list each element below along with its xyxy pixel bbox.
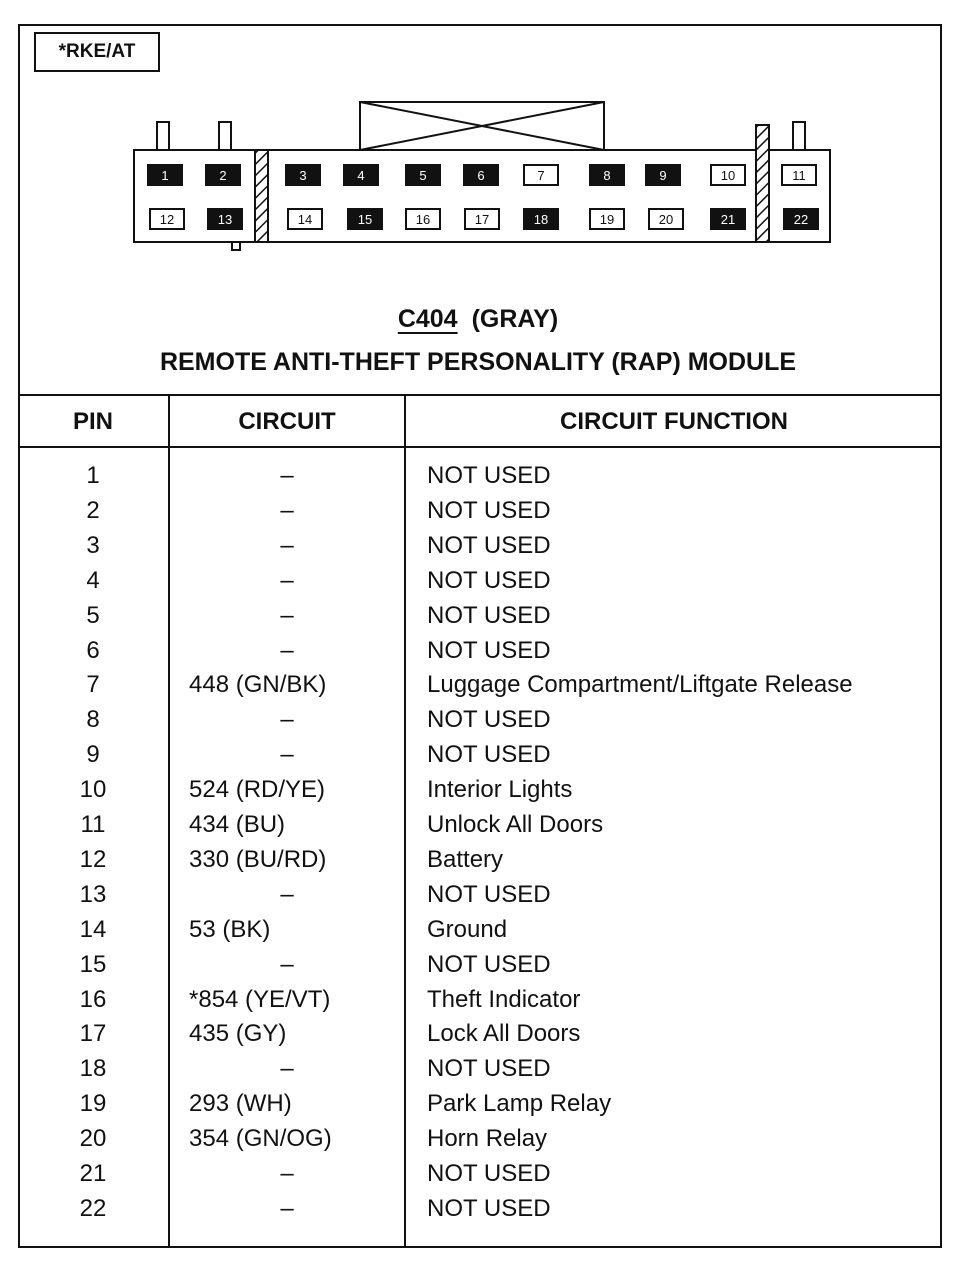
circuit-code: – [280,880,294,908]
table-row [18,1156,942,1191]
pin-number: 1 [86,462,100,489]
pin-number: 9 [86,741,100,769]
pin-label: 10 [720,168,736,183]
table-row [18,598,942,633]
circuit-code: 293 (WH) [189,1090,292,1118]
table-row [18,947,942,982]
pin-label: 12 [159,212,175,227]
circuit-code: – [280,636,294,664]
pin-cavity [646,165,680,185]
circuit-code: – [280,1160,294,1187]
pin-number: 19 [79,1090,107,1118]
pin-cavity [344,165,378,185]
table-row [18,667,942,702]
pin-cavity [524,165,558,185]
pin-label: 22 [793,212,809,227]
table-row [18,458,942,493]
header-function: CIRCUIT FUNCTION [560,408,788,435]
pin-number: 18 [79,1055,107,1083]
pin-number: 12 [79,845,107,873]
pin-label: 4 [357,168,365,183]
circuit-function: NOT USED [427,566,551,594]
pin-label: 19 [599,212,615,227]
circuit-function: Horn Relay [427,1125,548,1153]
circuit-function: NOT USED [427,531,551,559]
pin-label: 17 [474,212,490,227]
pin-number: 3 [86,531,100,559]
table-row [18,702,942,737]
circuit-code: – [280,496,294,524]
circuit-function: NOT USED [427,462,551,489]
pin-cavity [288,209,322,229]
pin-number: 16 [79,985,107,1013]
circuit-function: Interior Lights [427,776,573,804]
table-row [18,1016,942,1051]
circuit-code: 448 (GN/BK) [189,671,327,699]
pin-number: 13 [79,880,107,908]
connector-color: (GRAY) [471,305,559,333]
pin-number: 11 [80,811,106,838]
pin-label: 2 [219,168,227,183]
pin-cavity [348,209,382,229]
pin-cavity [406,209,440,229]
pin-cavity [206,165,240,185]
circuit-function: NOT USED [427,1194,551,1222]
table-row [18,912,942,947]
pin-number: 6 [86,636,100,664]
table-row [18,1121,942,1156]
circuit-function: Unlock All Doors [427,811,604,838]
option-tag: *RKE/AT [34,32,160,72]
pin-number: 21 [79,1160,107,1187]
pin-label: 21 [720,212,736,227]
pin-number: 5 [86,601,100,629]
pin-number: 4 [86,566,100,594]
pin-cavity [782,165,816,185]
circuit-code: – [280,1055,294,1083]
pin-number: 10 [79,776,107,804]
circuit-function: NOT USED [427,496,551,524]
pin-label: 11 [792,168,806,183]
pin-number: 20 [79,1125,107,1153]
pin-label: 3 [299,168,307,183]
circuit-function: Ground [427,915,508,943]
pin-number: 2 [86,496,100,524]
pin-cavity [524,209,558,229]
circuit-function: NOT USED [427,950,551,978]
circuit-code: – [280,531,294,559]
header-circuit: CIRCUIT [238,408,336,435]
table-row [18,877,942,912]
circuit-function: Park Lamp Relay [427,1090,612,1118]
circuit-code: 524 (RD/YE) [189,776,326,804]
hatched-divider-right [756,125,769,242]
circuit-function: Theft Indicator [427,985,581,1013]
pin-label: 8 [603,168,611,183]
header-rule [18,446,942,448]
pin-cavity [649,209,683,229]
pin-cavity [148,165,182,185]
circuit-function: Battery [427,845,504,873]
pin-number: 8 [86,706,100,734]
pin-number: 22 [79,1194,107,1222]
pin-label: 9 [659,168,667,183]
circuit-code: – [280,462,294,489]
table-row [18,737,942,772]
pin-cavity [711,209,745,229]
circuit-code: – [280,741,294,769]
pin-label: 5 [419,168,427,183]
connector-drawing [0,0,956,260]
table-row [18,528,942,563]
pin-label: 18 [533,212,549,227]
pin-cavity [286,165,320,185]
pin-label: 1 [161,168,169,183]
table-row [18,1191,942,1226]
table-row [18,1051,942,1086]
header-pin: PIN [72,408,113,435]
table-row [18,772,942,807]
pin-label: 20 [658,212,674,227]
pin-number: 14 [79,915,107,943]
module-name: REMOTE ANTI-THEFT PERSONALITY (RAP) MODULE [159,348,797,376]
table-row [18,633,942,668]
table-top-rule [18,394,942,396]
table-row [18,982,942,1017]
pin-cavity [464,165,498,185]
pin-label: 6 [477,168,485,183]
pin-label: 7 [537,168,545,183]
circuit-function: Luggage Compartment/Liftgate Release [427,671,853,699]
circuit-code: – [280,601,294,629]
connector-latch [360,102,604,150]
pin-cavity [465,209,499,229]
pin-label: 13 [217,212,233,227]
circuit-function: Lock All Doors [427,1020,581,1048]
pin-cavity [590,209,624,229]
pin-cavity [784,209,818,229]
circuit-code: 354 (GN/OG) [189,1125,332,1153]
table-row [18,842,942,877]
pin-number: 15 [79,950,107,978]
pin-number: 17 [79,1020,107,1048]
circuit-code: – [280,950,294,978]
circuit-code: *854 (YE/VT) [189,985,331,1013]
pin-label: 14 [297,212,313,227]
pin-cavity [150,209,184,229]
connector-title [0,305,956,334]
circuit-function: NOT USED [427,1055,551,1083]
pin-cavity [208,209,242,229]
hatched-divider-left [255,150,268,242]
table-row [18,807,942,842]
circuit-function: NOT USED [427,880,551,908]
circuit-function: NOT USED [427,601,551,629]
pin-label: 16 [415,212,431,227]
pin-number: 7 [86,671,100,699]
circuit-code: 330 (BU/RD) [189,845,327,873]
circuit-code: – [280,566,294,594]
circuit-function: NOT USED [427,741,551,769]
pin-cavity [406,165,440,185]
circuit-code: 434 (BU) [189,811,286,838]
table-row [18,1086,942,1121]
circuit-function: NOT USED [427,1160,551,1187]
circuit-function: NOT USED [427,706,551,734]
circuit-code: – [280,706,294,734]
table-row [18,493,942,528]
circuit-function: NOT USED [427,636,551,664]
circuit-code: 53 (BK) [189,915,271,943]
circuit-code: 435 (GY) [189,1020,287,1048]
pin-cavity [711,165,745,185]
pin-cavity [590,165,624,185]
connector-id: C404 [397,305,458,333]
table-row [18,563,942,598]
pin-label: 15 [357,212,373,227]
circuit-code: – [280,1194,294,1222]
